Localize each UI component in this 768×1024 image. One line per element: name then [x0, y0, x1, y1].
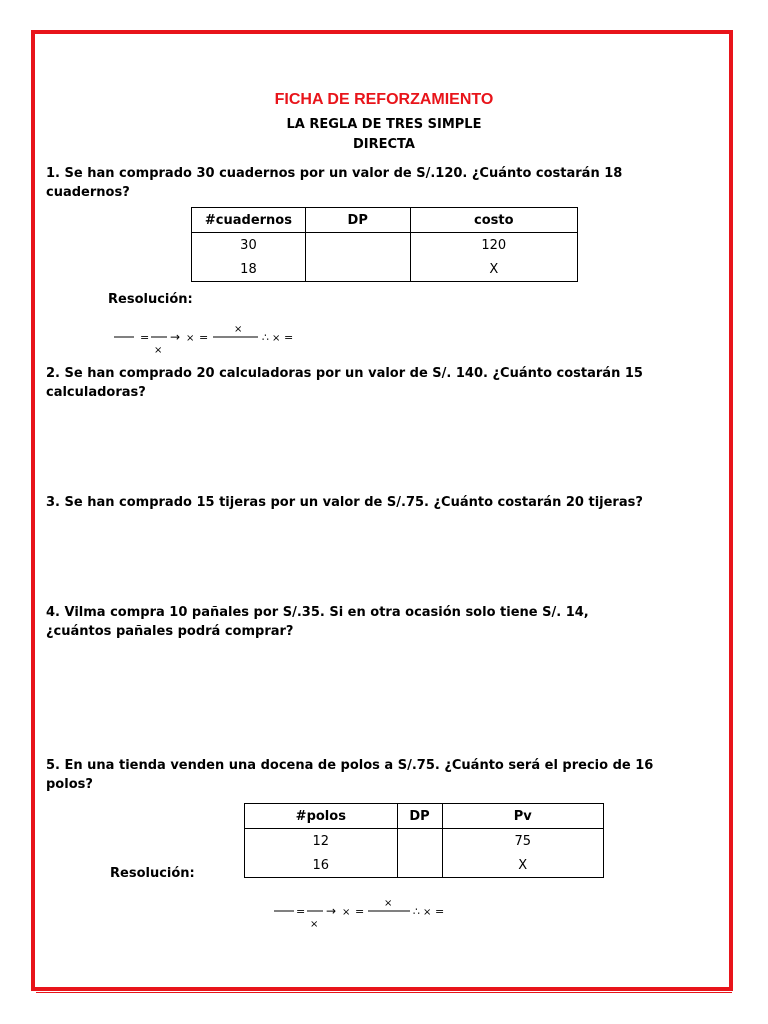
times-sign: × [234, 324, 243, 335]
table-row [192, 233, 578, 258]
table-header-dp: DP [305, 208, 410, 233]
question-5-text: 5. En una tienda venden una docena de polos a S/.75. ¿Cuánto será el precio de 16 polos? [46, 758, 654, 792]
table-header-cuadernos: #cuadernos [192, 208, 306, 233]
table-cell [305, 233, 410, 258]
question-1-table [191, 207, 578, 282]
question-5-formula [272, 894, 472, 930]
question-5-table [244, 803, 604, 878]
table-cell: 12 [245, 829, 398, 854]
arrow-icon: → [170, 330, 181, 344]
table-cell: X [442, 853, 603, 878]
therefore-sign: ∴ [413, 905, 420, 918]
times-sign: × [272, 333, 281, 344]
question-3-text: 3. Se han comprado 15 tijeras por un valor de S/.75. ¿Cuánto costarán 20 tijeras? [46, 495, 643, 510]
table-row [245, 829, 604, 854]
times-sign: × [423, 907, 432, 918]
worksheet-title: FICHA DE REFORZAMIENTO [274, 91, 494, 108]
page-border-bottom-line [36, 992, 732, 993]
times-sign: × [342, 907, 351, 918]
times-sign: × [186, 333, 195, 344]
question-1-resolution-label: Resolución: [108, 292, 193, 307]
times-sign: × [310, 919, 319, 930]
table-cell [397, 853, 442, 878]
equals-sign: = [199, 331, 209, 344]
arrow-icon: → [326, 904, 337, 918]
worksheet-subtitle-directa: DIRECTA [353, 137, 415, 152]
table-cell [397, 829, 442, 854]
therefore-sign: ∴ [262, 331, 269, 344]
times-sign: × [384, 898, 393, 909]
question-4-text: 4. Vilma compra 10 pañales por S/.35. Si en otra ocasión solo tiene S/. 14, ¿cuántos pañales podrá comprar? [46, 605, 589, 639]
table-cell: 18 [192, 257, 306, 282]
table-row [245, 853, 604, 878]
question-5-resolution-label: Resolución: [110, 866, 195, 881]
question-1-text: 1. Se han comprado 30 cuadernos por un valor de S/.120. ¿Cuánto costarán 18 cuadernos? [46, 166, 623, 200]
equals-sign: = [296, 905, 306, 918]
table-header-polos: #polos [245, 804, 398, 829]
times-sign: × [154, 345, 163, 356]
equals-sign: = [284, 331, 294, 344]
equals-sign: = [435, 905, 445, 918]
table-cell: 16 [245, 853, 398, 878]
equals-sign: = [355, 905, 365, 918]
table-header-costo: costo [410, 208, 577, 233]
table-header-dp: DP [397, 804, 442, 829]
table-cell: 30 [192, 233, 306, 258]
equals-sign: = [140, 331, 150, 344]
table-cell: X [410, 257, 577, 282]
table-row [192, 257, 578, 282]
table-cell: 75 [442, 829, 603, 854]
question-2-text: 2. Se han comprado 20 calculadoras por un valor de S/. 140. ¿Cuánto costarán 15 calculadoras? [46, 366, 643, 400]
table-header-pv: Pv [442, 804, 603, 829]
table-cell: 120 [410, 233, 577, 258]
table-cell [305, 257, 410, 282]
question-1-formula [112, 320, 312, 356]
worksheet-subtitle: LA REGLA DE TRES SIMPLE [286, 117, 482, 132]
